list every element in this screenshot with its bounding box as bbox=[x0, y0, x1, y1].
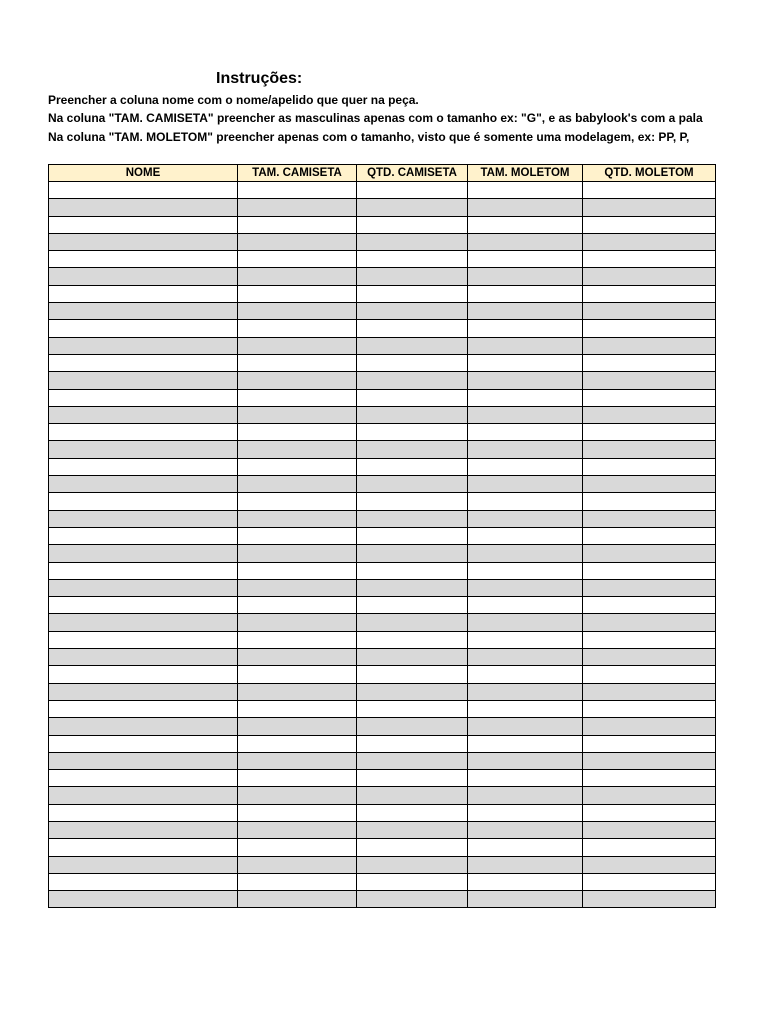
table-row bbox=[49, 614, 716, 631]
nome-cell[interactable] bbox=[49, 233, 238, 250]
nome-cell[interactable] bbox=[49, 891, 238, 908]
nome-cell[interactable] bbox=[49, 199, 238, 216]
table-row bbox=[49, 752, 716, 769]
table-row bbox=[49, 476, 716, 493]
tam-moletom-cell[interactable] bbox=[468, 683, 583, 700]
qtd-moletom-cell[interactable] bbox=[583, 804, 716, 821]
qtd-moletom-cell[interactable] bbox=[583, 527, 716, 544]
table-row bbox=[49, 787, 716, 804]
table-row bbox=[49, 839, 716, 856]
nome-cell[interactable] bbox=[49, 476, 238, 493]
table-row bbox=[49, 527, 716, 544]
nome-cell[interactable] bbox=[49, 406, 238, 423]
table-row bbox=[49, 406, 716, 423]
qtd-camiseta-cell[interactable] bbox=[357, 389, 468, 406]
tam-moletom-cell[interactable] bbox=[468, 441, 583, 458]
tam-camiseta-cell[interactable] bbox=[238, 718, 357, 735]
tam-moletom-cell[interactable] bbox=[468, 718, 583, 735]
qtd-moletom-cell[interactable] bbox=[583, 873, 716, 890]
tam-moletom-cell[interactable] bbox=[468, 839, 583, 856]
table-row bbox=[49, 649, 716, 666]
tam-moletom-cell[interactable] bbox=[468, 821, 583, 838]
qtd-moletom-cell[interactable] bbox=[583, 285, 716, 302]
tam-moletom-cell[interactable] bbox=[468, 631, 583, 648]
tam-camiseta-cell[interactable] bbox=[238, 770, 357, 787]
tam-camiseta-cell[interactable] bbox=[238, 700, 357, 717]
qtd-camiseta-cell[interactable] bbox=[357, 493, 468, 510]
tam-moletom-cell[interactable] bbox=[468, 337, 583, 354]
qtd-camiseta-cell[interactable] bbox=[357, 752, 468, 769]
tam-moletom-cell[interactable] bbox=[468, 389, 583, 406]
qtd-camiseta-cell[interactable] bbox=[357, 891, 468, 908]
table-row bbox=[49, 666, 716, 683]
tam-moletom-cell[interactable] bbox=[468, 597, 583, 614]
nome-cell[interactable] bbox=[49, 683, 238, 700]
qtd-moletom-cell[interactable] bbox=[583, 251, 716, 268]
nome-cell[interactable] bbox=[49, 770, 238, 787]
nome-cell[interactable] bbox=[49, 510, 238, 527]
nome-cell[interactable] bbox=[49, 666, 238, 683]
tam-moletom-cell[interactable] bbox=[468, 216, 583, 233]
qtd-moletom-cell[interactable] bbox=[583, 891, 716, 908]
tam-camiseta-cell[interactable] bbox=[238, 562, 357, 579]
tam-moletom-cell[interactable] bbox=[468, 199, 583, 216]
qtd-camiseta-cell[interactable] bbox=[357, 233, 468, 250]
tam-moletom-cell[interactable] bbox=[468, 303, 583, 320]
tam-camiseta-cell[interactable] bbox=[238, 372, 357, 389]
tam-moletom-cell[interactable] bbox=[468, 649, 583, 666]
tam-moletom-cell[interactable] bbox=[468, 406, 583, 423]
qtd-camiseta-cell[interactable] bbox=[357, 821, 468, 838]
tam-camiseta-cell[interactable] bbox=[238, 787, 357, 804]
qtd-moletom-cell[interactable] bbox=[583, 389, 716, 406]
nome-cell[interactable] bbox=[49, 372, 238, 389]
qtd-camiseta-cell[interactable] bbox=[357, 182, 468, 199]
tam-camiseta-cell[interactable] bbox=[238, 649, 357, 666]
nome-cell[interactable] bbox=[49, 804, 238, 821]
qtd-camiseta-cell[interactable] bbox=[357, 804, 468, 821]
tam-camiseta-cell[interactable] bbox=[238, 320, 357, 337]
tam-camiseta-cell[interactable] bbox=[238, 683, 357, 700]
qtd-moletom-cell[interactable] bbox=[583, 839, 716, 856]
nome-cell[interactable] bbox=[49, 649, 238, 666]
qtd-camiseta-cell[interactable] bbox=[357, 873, 468, 890]
nome-cell[interactable] bbox=[49, 787, 238, 804]
nome-cell[interactable] bbox=[49, 614, 238, 631]
tam-camiseta-cell[interactable] bbox=[238, 182, 357, 199]
qtd-camiseta-cell[interactable] bbox=[357, 406, 468, 423]
nome-cell[interactable] bbox=[49, 303, 238, 320]
qtd-camiseta-cell[interactable] bbox=[357, 631, 468, 648]
tam-moletom-cell[interactable] bbox=[468, 873, 583, 890]
tam-camiseta-cell[interactable] bbox=[238, 441, 357, 458]
table-row bbox=[49, 441, 716, 458]
nome-cell[interactable] bbox=[49, 873, 238, 890]
nome-cell[interactable] bbox=[49, 579, 238, 596]
qtd-camiseta-cell[interactable] bbox=[357, 476, 468, 493]
table-body bbox=[49, 182, 716, 908]
qtd-camiseta-cell[interactable] bbox=[357, 510, 468, 527]
qtd-moletom-cell[interactable] bbox=[583, 579, 716, 596]
tam-camiseta-cell[interactable] bbox=[238, 233, 357, 250]
header-tam-camiseta: TAM. CAMISETA bbox=[238, 165, 357, 182]
table-row bbox=[49, 579, 716, 596]
tam-camiseta-cell[interactable] bbox=[238, 406, 357, 423]
tam-camiseta-cell[interactable] bbox=[238, 821, 357, 838]
qtd-moletom-cell[interactable] bbox=[583, 268, 716, 285]
tam-camiseta-cell[interactable] bbox=[238, 597, 357, 614]
nome-cell[interactable] bbox=[49, 700, 238, 717]
tam-moletom-cell[interactable] bbox=[468, 182, 583, 199]
table-row bbox=[49, 458, 716, 475]
qtd-camiseta-cell[interactable] bbox=[357, 579, 468, 596]
table-row bbox=[49, 251, 716, 268]
qtd-camiseta-cell[interactable] bbox=[357, 337, 468, 354]
tam-moletom-cell[interactable] bbox=[468, 251, 583, 268]
nome-cell[interactable] bbox=[49, 268, 238, 285]
table-row bbox=[49, 821, 716, 838]
tam-camiseta-cell[interactable] bbox=[238, 493, 357, 510]
qtd-camiseta-cell[interactable] bbox=[357, 268, 468, 285]
nome-cell[interactable] bbox=[49, 735, 238, 752]
qtd-camiseta-cell[interactable] bbox=[357, 458, 468, 475]
tam-camiseta-cell[interactable] bbox=[238, 735, 357, 752]
qtd-moletom-cell[interactable] bbox=[583, 735, 716, 752]
qtd-moletom-cell[interactable] bbox=[583, 372, 716, 389]
qtd-camiseta-cell[interactable] bbox=[357, 666, 468, 683]
tam-camiseta-cell[interactable] bbox=[238, 337, 357, 354]
tam-moletom-cell[interactable] bbox=[468, 579, 583, 596]
tam-camiseta-cell[interactable] bbox=[238, 527, 357, 544]
table-row bbox=[49, 545, 716, 562]
table-row bbox=[49, 683, 716, 700]
qtd-moletom-cell[interactable] bbox=[583, 787, 716, 804]
nome-cell[interactable] bbox=[49, 821, 238, 838]
table-row bbox=[49, 735, 716, 752]
tam-camiseta-cell[interactable] bbox=[238, 268, 357, 285]
tam-moletom-cell[interactable] bbox=[468, 545, 583, 562]
instructions-title: Instruções: bbox=[216, 70, 303, 87]
qtd-camiseta-cell[interactable] bbox=[357, 441, 468, 458]
tam-camiseta-cell[interactable] bbox=[238, 891, 357, 908]
qtd-moletom-cell[interactable] bbox=[583, 597, 716, 614]
tam-moletom-cell[interactable] bbox=[468, 700, 583, 717]
table-header-row bbox=[49, 165, 716, 182]
tam-moletom-cell[interactable] bbox=[468, 752, 583, 769]
table-row bbox=[49, 216, 716, 233]
table-row bbox=[49, 597, 716, 614]
qtd-moletom-cell[interactable] bbox=[583, 216, 716, 233]
tam-moletom-cell[interactable] bbox=[468, 372, 583, 389]
qtd-camiseta-cell[interactable] bbox=[357, 527, 468, 544]
qtd-moletom-cell[interactable] bbox=[583, 666, 716, 683]
tam-camiseta-cell[interactable] bbox=[238, 389, 357, 406]
tam-camiseta-cell[interactable] bbox=[238, 251, 357, 268]
table-row bbox=[49, 199, 716, 216]
tam-camiseta-cell[interactable] bbox=[238, 510, 357, 527]
qtd-moletom-cell[interactable] bbox=[583, 406, 716, 423]
tam-moletom-cell[interactable] bbox=[468, 666, 583, 683]
tam-camiseta-cell[interactable] bbox=[238, 614, 357, 631]
qtd-camiseta-cell[interactable] bbox=[357, 787, 468, 804]
qtd-camiseta-cell[interactable] bbox=[357, 545, 468, 562]
qtd-camiseta-cell[interactable] bbox=[357, 683, 468, 700]
qtd-camiseta-cell[interactable] bbox=[357, 424, 468, 441]
table-row bbox=[49, 700, 716, 717]
nome-cell[interactable] bbox=[49, 441, 238, 458]
table-row bbox=[49, 804, 716, 821]
table-row bbox=[49, 631, 716, 648]
table-row bbox=[49, 389, 716, 406]
tam-moletom-cell[interactable] bbox=[468, 233, 583, 250]
tam-camiseta-cell[interactable] bbox=[238, 354, 357, 371]
table-row bbox=[49, 285, 716, 302]
tam-camiseta-cell[interactable] bbox=[238, 873, 357, 890]
qtd-camiseta-cell[interactable] bbox=[357, 285, 468, 302]
qtd-camiseta-cell[interactable] bbox=[357, 320, 468, 337]
qtd-moletom-cell[interactable] bbox=[583, 649, 716, 666]
qtd-camiseta-cell[interactable] bbox=[357, 856, 468, 873]
nome-cell[interactable] bbox=[49, 424, 238, 441]
qtd-camiseta-cell[interactable] bbox=[357, 700, 468, 717]
nome-cell[interactable] bbox=[49, 597, 238, 614]
nome-cell[interactable] bbox=[49, 251, 238, 268]
nome-cell[interactable] bbox=[49, 856, 238, 873]
header-nome: NOME bbox=[49, 165, 238, 182]
qtd-moletom-cell[interactable] bbox=[583, 303, 716, 320]
nome-cell[interactable] bbox=[49, 631, 238, 648]
qtd-camiseta-cell[interactable] bbox=[357, 199, 468, 216]
qtd-camiseta-cell[interactable] bbox=[357, 649, 468, 666]
qtd-moletom-cell[interactable] bbox=[583, 718, 716, 735]
qtd-camiseta-cell[interactable] bbox=[357, 372, 468, 389]
qtd-moletom-cell[interactable] bbox=[583, 752, 716, 769]
qtd-camiseta-cell[interactable] bbox=[357, 562, 468, 579]
qtd-moletom-cell[interactable] bbox=[583, 510, 716, 527]
qtd-camiseta-cell[interactable] bbox=[357, 735, 468, 752]
qtd-moletom-cell[interactable] bbox=[583, 631, 716, 648]
qtd-moletom-cell[interactable] bbox=[583, 545, 716, 562]
table-row bbox=[49, 337, 716, 354]
qtd-moletom-cell[interactable] bbox=[583, 354, 716, 371]
qtd-camiseta-cell[interactable] bbox=[357, 216, 468, 233]
tam-camiseta-cell[interactable] bbox=[238, 476, 357, 493]
tam-camiseta-cell[interactable] bbox=[238, 303, 357, 320]
qtd-camiseta-cell[interactable] bbox=[357, 251, 468, 268]
table-row bbox=[49, 424, 716, 441]
tam-moletom-cell[interactable] bbox=[468, 493, 583, 510]
qtd-moletom-cell[interactable] bbox=[583, 233, 716, 250]
nome-cell[interactable] bbox=[49, 545, 238, 562]
table-row bbox=[49, 354, 716, 371]
tam-camiseta-cell[interactable] bbox=[238, 579, 357, 596]
table-row bbox=[49, 493, 716, 510]
nome-cell[interactable] bbox=[49, 182, 238, 199]
table-row bbox=[49, 856, 716, 873]
tam-camiseta-cell[interactable] bbox=[238, 545, 357, 562]
nome-cell[interactable] bbox=[49, 354, 238, 371]
tam-moletom-cell[interactable] bbox=[468, 424, 583, 441]
tam-camiseta-cell[interactable] bbox=[238, 839, 357, 856]
tam-moletom-cell[interactable] bbox=[468, 268, 583, 285]
qtd-moletom-cell[interactable] bbox=[583, 700, 716, 717]
qtd-moletom-cell[interactable] bbox=[583, 441, 716, 458]
tam-moletom-cell[interactable] bbox=[468, 458, 583, 475]
qtd-camiseta-cell[interactable] bbox=[357, 770, 468, 787]
nome-cell[interactable] bbox=[49, 527, 238, 544]
table-row bbox=[49, 372, 716, 389]
qtd-camiseta-cell[interactable] bbox=[357, 839, 468, 856]
nome-cell[interactable] bbox=[49, 216, 238, 233]
table-row bbox=[49, 718, 716, 735]
table-row bbox=[49, 320, 716, 337]
tam-camiseta-cell[interactable] bbox=[238, 666, 357, 683]
qtd-moletom-cell[interactable] bbox=[583, 458, 716, 475]
tam-camiseta-cell[interactable] bbox=[238, 752, 357, 769]
qtd-moletom-cell[interactable] bbox=[583, 182, 716, 199]
qtd-moletom-cell[interactable] bbox=[583, 337, 716, 354]
nome-cell[interactable] bbox=[49, 493, 238, 510]
table-row bbox=[49, 770, 716, 787]
nome-cell[interactable] bbox=[49, 752, 238, 769]
tam-moletom-cell[interactable] bbox=[468, 354, 583, 371]
table-row bbox=[49, 562, 716, 579]
order-table bbox=[48, 164, 716, 908]
tam-moletom-cell[interactable] bbox=[468, 476, 583, 493]
table-row bbox=[49, 268, 716, 285]
instruction-line-3: Na coluna "TAM. MOLETOM" preencher apenas com o tamanho, visto que é somente uma modelagem, ex: PP, P, bbox=[48, 130, 690, 144]
tam-moletom-cell[interactable] bbox=[468, 510, 583, 527]
tam-camiseta-cell[interactable] bbox=[238, 424, 357, 441]
qtd-moletom-cell[interactable] bbox=[583, 199, 716, 216]
table-row bbox=[49, 182, 716, 199]
nome-cell[interactable] bbox=[49, 718, 238, 735]
instruction-line-1: Preencher a coluna nome com o nome/apelido que quer na peça. bbox=[48, 93, 419, 107]
nome-cell[interactable] bbox=[49, 285, 238, 302]
nome-cell[interactable] bbox=[49, 839, 238, 856]
qtd-moletom-cell[interactable] bbox=[583, 856, 716, 873]
tam-moletom-cell[interactable] bbox=[468, 285, 583, 302]
instruction-line-2: Na coluna "TAM. CAMISETA" preencher as masculinas apenas com o tamanho ex: "G", e as babylook's com a pala bbox=[48, 111, 703, 125]
qtd-camiseta-cell[interactable] bbox=[357, 303, 468, 320]
tam-moletom-cell[interactable] bbox=[468, 787, 583, 804]
tam-moletom-cell[interactable] bbox=[468, 804, 583, 821]
header-tam-moletom: TAM. MOLETOM bbox=[468, 165, 583, 182]
qtd-camiseta-cell[interactable] bbox=[357, 354, 468, 371]
qtd-camiseta-cell[interactable] bbox=[357, 597, 468, 614]
qtd-moletom-cell[interactable] bbox=[583, 770, 716, 787]
table-row bbox=[49, 891, 716, 908]
nome-cell[interactable] bbox=[49, 337, 238, 354]
qtd-moletom-cell[interactable] bbox=[583, 320, 716, 337]
qtd-moletom-cell[interactable] bbox=[583, 493, 716, 510]
tam-camiseta-cell[interactable] bbox=[238, 804, 357, 821]
tam-camiseta-cell[interactable] bbox=[238, 285, 357, 302]
qtd-camiseta-cell[interactable] bbox=[357, 718, 468, 735]
qtd-moletom-cell[interactable] bbox=[583, 424, 716, 441]
tam-moletom-cell[interactable] bbox=[468, 614, 583, 631]
tam-camiseta-cell[interactable] bbox=[238, 216, 357, 233]
tam-camiseta-cell[interactable] bbox=[238, 856, 357, 873]
tam-moletom-cell[interactable] bbox=[468, 735, 583, 752]
header-qtd-moletom: QTD. MOLETOM bbox=[583, 165, 716, 182]
tam-moletom-cell[interactable] bbox=[468, 770, 583, 787]
header-qtd-camiseta: QTD. CAMISETA bbox=[357, 165, 468, 182]
nome-cell[interactable] bbox=[49, 389, 238, 406]
tam-camiseta-cell[interactable] bbox=[238, 199, 357, 216]
qtd-moletom-cell[interactable] bbox=[583, 683, 716, 700]
qtd-moletom-cell[interactable] bbox=[583, 476, 716, 493]
table-row bbox=[49, 233, 716, 250]
qtd-camiseta-cell[interactable] bbox=[357, 614, 468, 631]
nome-cell[interactable] bbox=[49, 458, 238, 475]
tam-moletom-cell[interactable] bbox=[468, 320, 583, 337]
table-row bbox=[49, 303, 716, 320]
qtd-moletom-cell[interactable] bbox=[583, 614, 716, 631]
nome-cell[interactable] bbox=[49, 320, 238, 337]
tam-camiseta-cell[interactable] bbox=[238, 631, 357, 648]
qtd-moletom-cell[interactable] bbox=[583, 821, 716, 838]
tam-moletom-cell[interactable] bbox=[468, 527, 583, 544]
nome-cell[interactable] bbox=[49, 562, 238, 579]
table-row bbox=[49, 873, 716, 890]
tam-moletom-cell[interactable] bbox=[468, 562, 583, 579]
tam-camiseta-cell[interactable] bbox=[238, 458, 357, 475]
tam-moletom-cell[interactable] bbox=[468, 891, 583, 908]
qtd-moletom-cell[interactable] bbox=[583, 562, 716, 579]
table-row bbox=[49, 510, 716, 527]
tam-moletom-cell[interactable] bbox=[468, 856, 583, 873]
